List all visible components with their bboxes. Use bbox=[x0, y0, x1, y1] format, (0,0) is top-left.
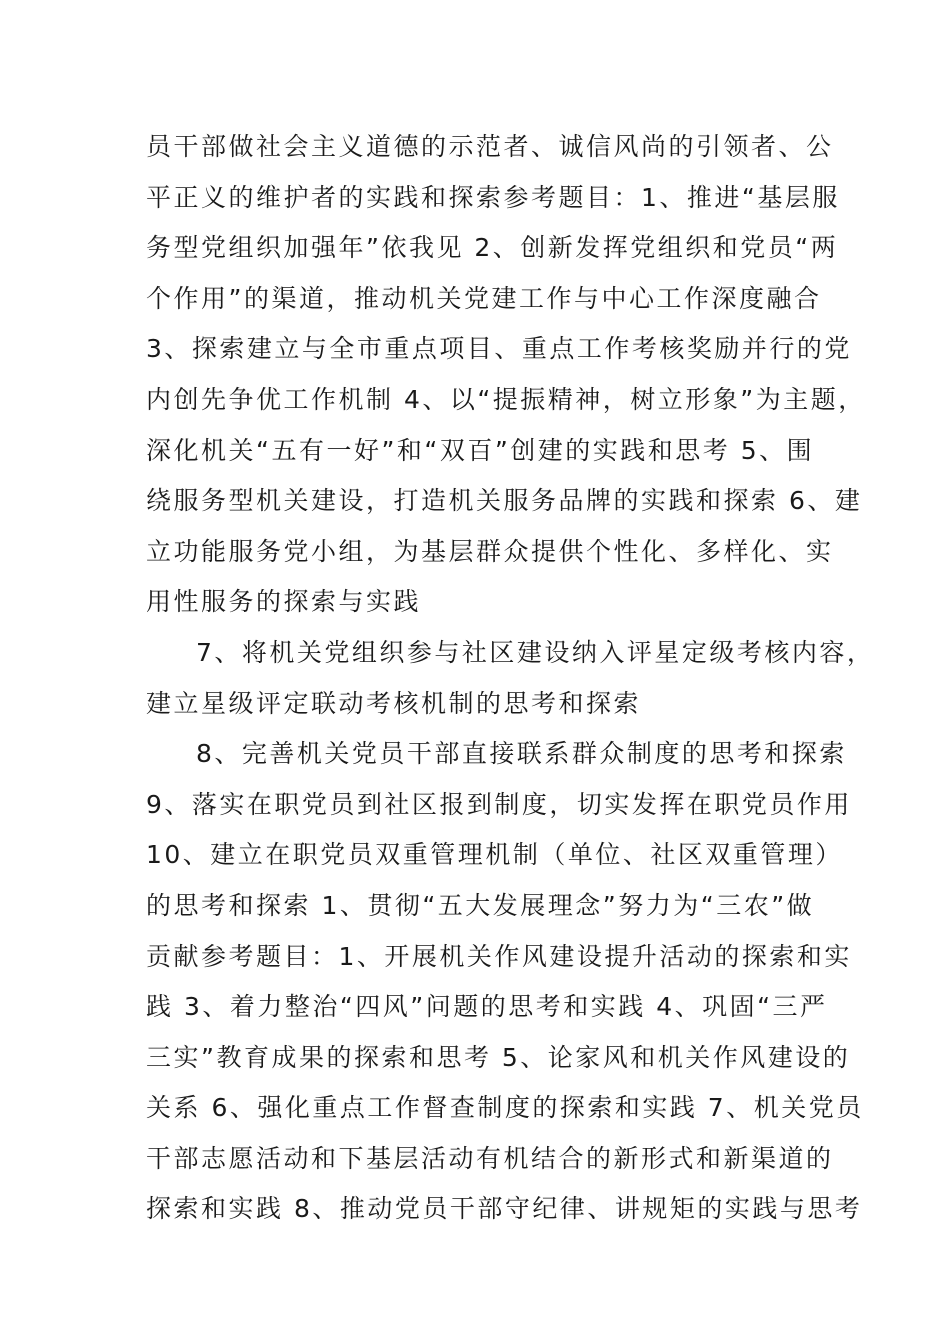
text-line: 10、建立在职党员双重管理机制（单位、社区双重管理） bbox=[146, 840, 843, 870]
text-line: 个作用”的渠道，推动机关党建工作与中心工作深度融合 bbox=[146, 283, 822, 313]
text-line: 8、完善机关党员干部直接联系群众制度的思考和探索 bbox=[196, 739, 847, 769]
text-line: 3、探索建立与全市重点项目、重点工作考核奖励并行的党 bbox=[146, 334, 852, 364]
text-line: 平正义的维护者的实践和探索参考题目：1、推进“基层服 bbox=[146, 182, 840, 212]
text-line: 探索和实践 8、推动党员干部守纪律、讲规矩的实践与思考 bbox=[146, 1194, 863, 1224]
text-line: 干部志愿活动和下基层活动有机结合的新形式和新渠道的 bbox=[146, 1143, 834, 1173]
text-line: 深化机关“五有一好”和“双百”创建的实践和思考 5、围 bbox=[146, 435, 815, 465]
text-line: 践 3、着力整治“四风”问题的思考和实践 4、巩固“三严 bbox=[146, 992, 828, 1022]
text-line: 7、将机关党组织参与社区建设纳入评星定级考核内容， bbox=[196, 637, 875, 667]
text-line: 内创先争优工作机制 4、以“提振精神，树立形象”为主题， bbox=[146, 384, 866, 414]
text-line: 员干部做社会主义道德的示范者、诚信风尚的引领者、公 bbox=[146, 132, 834, 161]
text-line: 立功能服务党小组，为基层群众提供个性化、多样化、实 bbox=[146, 536, 834, 566]
paragraph-1 bbox=[146, 122, 866, 628]
document-body bbox=[146, 122, 875, 1235]
text-line: 建立星级评定联动考核机制的思考和探索 bbox=[146, 688, 642, 718]
paragraph-2 bbox=[146, 628, 875, 729]
paragraph-3 bbox=[146, 729, 864, 1235]
text-line: 关系 6、强化重点工作督查制度的探索和实践 7、机关党员 bbox=[146, 1093, 864, 1123]
text-line: 用性服务的探索与实践 bbox=[146, 587, 422, 617]
text-line: 的思考和探索 1、贯彻“五大发展理念”努力为“三农”做 bbox=[146, 890, 815, 920]
text-line: 三实”教育成果的探索和思考 5、论家风和机关作风建设的 bbox=[146, 1042, 851, 1072]
text-line: 绕服务型机关建设，打造机关服务品牌的实践和探索 6、建 bbox=[146, 486, 863, 516]
text-line: 贡献参考题目：1、开展机关作风建设提升活动的探索和实 bbox=[146, 941, 852, 971]
text-line: 9、落实在职党员到社区报到制度，切实发挥在职党员作用 bbox=[146, 789, 852, 819]
text-line: 务型党组织加强年”依我见 2、创新发挥党组织和党员“两 bbox=[146, 233, 839, 263]
